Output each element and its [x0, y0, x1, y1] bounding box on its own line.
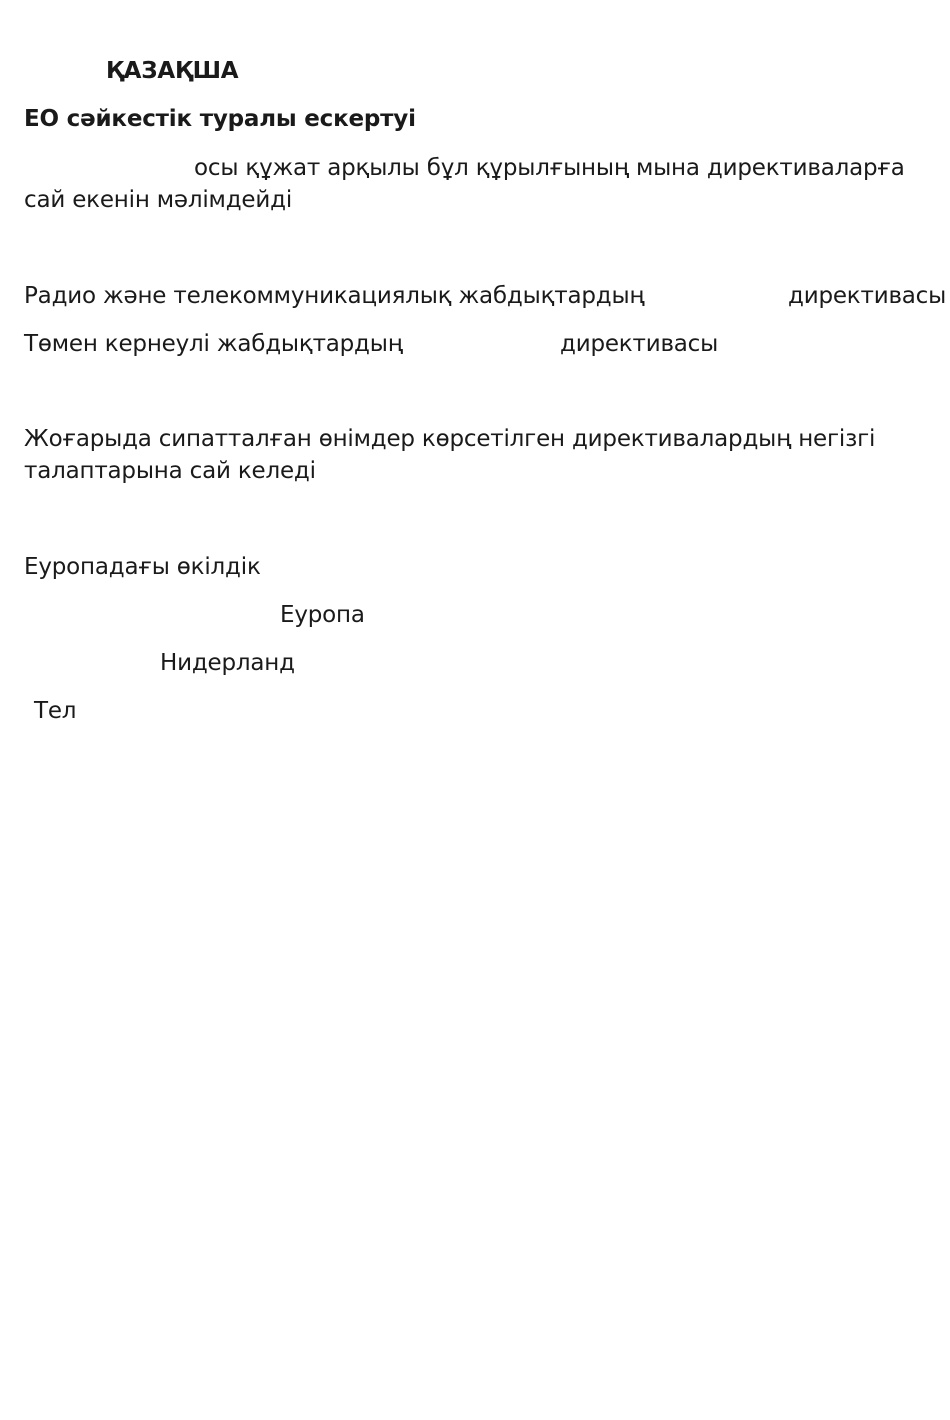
- directive-radio-suffix: директивасы: [788, 283, 947, 309]
- directive-radio-name: Радио және телекоммуникациялық жабдықтардың: [24, 283, 645, 309]
- conformity-line-2: талаптарына сай келеді: [24, 458, 316, 484]
- representative-region: Еуропа: [280, 602, 365, 628]
- phone-label: Тел: [34, 698, 77, 724]
- language-label: ҚАЗАҚША: [106, 58, 239, 84]
- document-title: ЕО сәйкестік туралы ескертуі: [24, 106, 416, 132]
- directive-low-voltage-name: Төмен кернеулі жабдықтардың: [24, 331, 403, 357]
- declaration-line-2: сай екенін мәлімдейді: [24, 187, 293, 213]
- representative-label: Еуропадағы өкілдік: [24, 554, 261, 580]
- directive-low-voltage-suffix: директивасы: [560, 331, 719, 357]
- conformity-line-1: Жоғарыда сипатталған өнімдер көрсетілген директивалардың негізгі: [24, 426, 876, 452]
- representative-country: Нидерланд: [160, 650, 295, 676]
- declaration-line-1: осы құжат арқылы бұл құрылғының мына директиваларға: [194, 155, 905, 181]
